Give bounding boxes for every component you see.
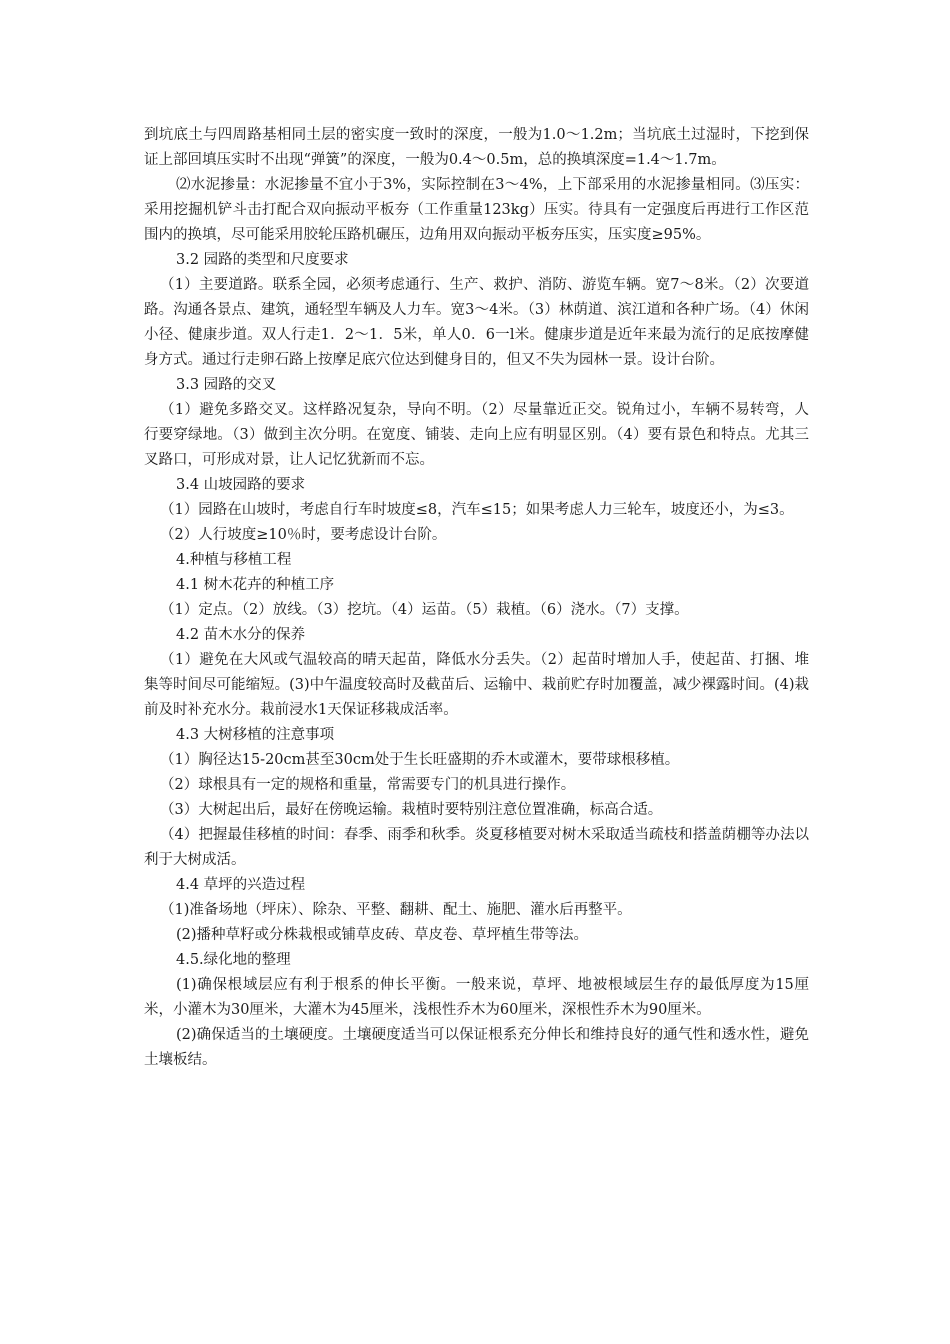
paragraph: （1）定点。（2）放线。（3）挖坑。（4）运苗。（5）栽植。（6）浇水。（7）支撑。 bbox=[160, 602, 689, 618]
paragraph: （1）避免在大风或气温较高的晴天起苗，降低水分丢失。（2）起苗时增加人手，使起苗、打捆、堆集等时间尽可能缩短。(3)中午温度较高时及截苗后、运输中、栽前贮存时加覆盖，减少裸露时间。(4)栽前及时补充水分。栽前浸水1天保证移栽成活率。 bbox=[144, 652, 809, 718]
paragraph: 到坑底土与四周路基相同土层的密实度一致时的深度，一般为1.0～1.2m；当坑底土过湿时，下挖到保证上部回填压实时不出现“弹簧”的深度，一般为0.4～0.5m，总的换填深度=1.4～1.7m。 bbox=[144, 127, 809, 168]
paragraph: 3.4 山坡园路的要求 bbox=[176, 477, 306, 493]
paragraph: （1）胸径达15-20cm甚至30cm处于生长旺盛期的乔木或灌木，要带球根移植。 bbox=[160, 752, 680, 768]
paragraph: 4.4 草坪的兴造过程 bbox=[176, 877, 306, 893]
paragraph: （1）园路在山坡时，考虑自行车时坡度≤8，汽车≤15；如果考虑人力三轮车，坡度还小，为≤3。 bbox=[160, 502, 794, 518]
paragraph: 4.5.绿化地的整理 bbox=[176, 952, 291, 968]
paragraph: （1)准备场地（坪床）、除杂、平整、翻耕、配土、施肥、灌水后再整平。 bbox=[160, 902, 632, 918]
document-body bbox=[144, 123, 809, 1073]
paragraph: （4）把握最佳移植的时间：春季、雨季和秋季。炎夏移植要对树木采取适当疏枝和搭盖荫棚等办法以利于大树成活。 bbox=[144, 827, 809, 868]
paragraph: （1）主要道路。联系全园，必须考虑通行、生产、救护、消防、游览车辆。宽7～8米。（2）次要道路。沟通各景点、建筑，通轻型车辆及人力车。宽3～4米。（3）林荫道、滨江道和各种广场。（4）休闲小径、健康步道。双人行走1．2～1．5米，单人0．6一l米。健康步道是近年来最为流行的足底按摩健身方式。通过行走卵石路上按摩足底穴位达到健身目的，但又不失为园林一景。设计台阶。 bbox=[144, 277, 809, 368]
paragraph: 4.1 树木花卉的种植工序 bbox=[176, 577, 335, 593]
paragraph: （1）避免多路交叉。这样路况复杂，导向不明。（2）尽量靠近正交。锐角过小，车辆不易转弯，人行要穿绿地。（3）做到主次分明。在宽度、铺装、走向上应有明显区别。（4）要有景色和特点。尤其三叉路口，可形成对景，让人记忆犹新而不忘。 bbox=[144, 402, 809, 468]
paragraph: 4.种植与移植工程 bbox=[176, 552, 292, 568]
paragraph: （2）球根具有一定的规格和重量，常需要专门的机具进行操作。 bbox=[160, 777, 576, 793]
paragraph: 4.2 苗木水分的保养 bbox=[176, 627, 306, 643]
paragraph: （2）人行坡度≥10％时，要考虑设计台阶。 bbox=[160, 527, 447, 543]
paragraph: 3.2 园路的类型和尺度要求 bbox=[176, 252, 349, 268]
paragraph: (1)确保根域层应有利于根系的伸长平衡。一般来说，草坪、地被根域层生存的最低厚度为15厘米，小灌木为30厘米，大灌木为45厘米，浅根性乔木为60厘米，深根性乔木为90厘米。 bbox=[144, 977, 809, 1018]
paragraph: 4.3 大树移植的注意事项 bbox=[176, 727, 335, 743]
paragraph: 3.3 园路的交叉 bbox=[176, 377, 277, 393]
paragraph: （3）大树起出后，最好在傍晚运输。栽植时要特别注意位置准确，标高合适。 bbox=[160, 802, 663, 818]
paragraph: (2)播种草籽或分株栽根或铺草皮砖、草皮卷、草坪植生带等法。 bbox=[176, 927, 589, 943]
paragraph: (2)确保适当的土壤硬度。土壤硬度适当可以保证根系充分伸长和维持良好的通气性和透水性，避免土壤板结。 bbox=[144, 1027, 809, 1068]
paragraph: ⑵水泥掺量：水泥掺量不宜小于3%，实际控制在3～4%，上下部采用的水泥掺量相同。⑶压实：采用挖掘机铲斗击打配合双向振动平板夯（工作重量123kg）压实。待具有一定强度后再进行工作区范围内的换填，尽可能采用胶轮压路机碾压，边角用双向振动平板夯压实，压实度≥95%。 bbox=[144, 177, 809, 243]
